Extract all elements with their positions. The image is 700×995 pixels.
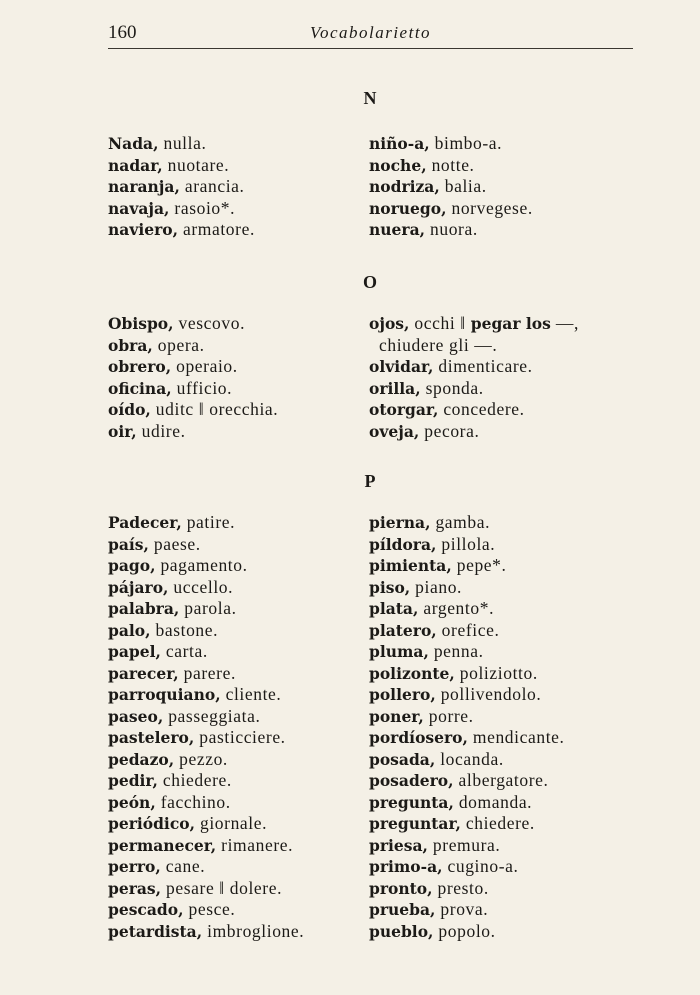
entry-comma: , bbox=[404, 577, 411, 597]
entry-translation: pezzo. bbox=[174, 748, 228, 769]
entry-comma: , bbox=[188, 728, 195, 747]
entry-headword: pollero bbox=[369, 685, 431, 704]
section-p-left-column bbox=[108, 512, 378, 942]
entry-comma: , bbox=[215, 685, 221, 704]
entry-comma: , bbox=[176, 513, 182, 532]
entry-translation: facchino. bbox=[155, 791, 231, 812]
entry-headword: parroquiano bbox=[108, 685, 216, 704]
dictionary-entry bbox=[108, 684, 378, 706]
dictionary-entry bbox=[108, 219, 378, 241]
entry-headword: polizonte bbox=[369, 663, 450, 683]
entry-headword: pastelero bbox=[108, 728, 189, 747]
dictionary-entry bbox=[108, 856, 378, 878]
entry-translation: nulla. bbox=[158, 133, 207, 153]
entry-comma: , bbox=[424, 134, 430, 153]
entry-headword: poner bbox=[369, 706, 419, 726]
dictionary-entry bbox=[369, 921, 669, 943]
entry-headword: periódico bbox=[108, 814, 190, 833]
dictionary-entry bbox=[369, 356, 669, 378]
dictionary-entry bbox=[369, 792, 669, 814]
entry-headword: pedazo bbox=[108, 749, 169, 769]
entry-translation: cane. bbox=[160, 856, 206, 876]
dictionary-entry bbox=[369, 421, 669, 443]
dictionary-entry bbox=[108, 133, 378, 155]
entry-headword: orilla bbox=[369, 378, 416, 398]
entry-headword: palo bbox=[108, 620, 146, 640]
dictionary-entry bbox=[369, 684, 669, 706]
entry-translation: pepe*. bbox=[451, 555, 507, 575]
entry-headword: pueblo bbox=[369, 921, 429, 941]
entry-comma: , bbox=[434, 177, 440, 196]
dictionary-entry bbox=[369, 620, 669, 642]
entry-headword: país bbox=[108, 534, 144, 554]
dictionary-entry bbox=[369, 512, 669, 534]
entry-translation: presto. bbox=[432, 877, 489, 898]
dictionary-entry bbox=[369, 598, 669, 620]
section-p-right-column bbox=[369, 512, 669, 942]
entry-comma: , bbox=[421, 155, 427, 175]
entry-headword: pago bbox=[108, 556, 151, 575]
entry-headword: nuera bbox=[369, 220, 420, 239]
entry-translation: cugino-a. bbox=[442, 856, 519, 876]
entry-headword: peón bbox=[108, 792, 151, 812]
entry-headword: noruego bbox=[369, 198, 442, 218]
dictionary-entry bbox=[369, 706, 669, 728]
entry-translation: imbroglione. bbox=[202, 920, 305, 941]
entry-headword: nodriza bbox=[369, 177, 435, 196]
dictionary-entry bbox=[369, 813, 669, 835]
entry-headword: pregunta bbox=[369, 792, 449, 812]
entry-translation: —, bbox=[550, 313, 579, 333]
dictionary-entry bbox=[369, 534, 669, 556]
entry-comma: , bbox=[152, 771, 158, 790]
dictionary-entry bbox=[108, 663, 378, 685]
entry-comma: , bbox=[428, 921, 434, 941]
entry-translation: balia. bbox=[439, 176, 487, 196]
entry-translation: bastone. bbox=[150, 619, 219, 640]
dictionary-entry bbox=[369, 749, 669, 771]
entry-translation: penna. bbox=[428, 641, 484, 661]
entry-headword: parecer bbox=[108, 663, 174, 683]
entry-headword: olvidar bbox=[369, 357, 429, 376]
entry-comma: , bbox=[166, 378, 172, 398]
dictionary-entry bbox=[369, 555, 669, 577]
entry-comma: , bbox=[448, 792, 454, 812]
dictionary-entry bbox=[369, 663, 669, 685]
entry-translation: pollivendolo. bbox=[435, 684, 542, 704]
dictionary-entry bbox=[369, 856, 669, 878]
entry-translation: piano. bbox=[410, 576, 463, 597]
dictionary-entry bbox=[369, 641, 669, 663]
entry-translation: poliziotto. bbox=[454, 662, 538, 683]
entry-translation: nuora. bbox=[425, 219, 478, 239]
dictionary-entry bbox=[369, 133, 669, 155]
entry-translation: pesce. bbox=[183, 899, 236, 919]
entry-comma: , bbox=[150, 556, 156, 575]
dictionary-entry bbox=[369, 577, 669, 599]
entry-comma: , bbox=[448, 771, 454, 790]
entry-translation: cliente. bbox=[220, 684, 282, 704]
entry-headword: palabra bbox=[108, 599, 174, 618]
page-header bbox=[108, 20, 633, 49]
entry-headword: obra bbox=[108, 335, 148, 355]
section-letter-o: O bbox=[362, 272, 378, 292]
entry-headword: preguntar bbox=[369, 814, 456, 833]
dictionary-entry bbox=[108, 313, 378, 335]
entry-headword: navaja bbox=[108, 198, 165, 218]
entry-comma: , bbox=[413, 421, 420, 441]
entry-headword: naviero bbox=[108, 220, 173, 239]
entry-headword: plata bbox=[369, 599, 413, 618]
dictionary-entry bbox=[369, 770, 669, 792]
page-number: 160 bbox=[108, 22, 137, 43]
entry-comma: , bbox=[422, 835, 428, 855]
entry-comma: , bbox=[150, 792, 156, 812]
entry-comma: , bbox=[415, 378, 421, 398]
dictionary-entry bbox=[108, 878, 378, 900]
entry-headword: Padecer bbox=[108, 513, 177, 532]
section-letter-n: N bbox=[363, 88, 378, 108]
entry-headword: permanecer bbox=[108, 835, 211, 855]
entry-headword: Nada bbox=[108, 134, 154, 153]
entry-comma: , bbox=[163, 577, 169, 597]
entry-comma: , bbox=[178, 900, 184, 919]
dictionary-entry bbox=[108, 534, 378, 556]
dictionary-entry bbox=[108, 598, 378, 620]
dictionary-entry bbox=[108, 356, 378, 378]
entry-comma: , bbox=[164, 198, 170, 218]
entry-comma: , bbox=[418, 706, 424, 726]
entry-comma: , bbox=[446, 556, 452, 575]
entry-translation: pesare ‖ dolere. bbox=[161, 877, 283, 898]
dictionary-entry bbox=[108, 620, 378, 642]
entry-headword: paseo bbox=[108, 706, 158, 726]
dictionary-entry bbox=[108, 835, 378, 857]
entry-translation: locanda. bbox=[435, 748, 504, 769]
entry-headword: otorgar bbox=[369, 400, 433, 419]
entry-comma: , bbox=[455, 814, 461, 833]
section-o-left-column bbox=[108, 313, 378, 442]
entry-comma: , bbox=[157, 706, 164, 726]
entry-headword: obrero bbox=[108, 357, 166, 376]
entry-translation: premura. bbox=[427, 834, 501, 855]
entry-translation: chiedere. bbox=[157, 770, 232, 790]
entry-headword: pronto bbox=[369, 878, 428, 898]
dictionary-entry bbox=[108, 399, 378, 421]
entry-translation: pillola. bbox=[436, 533, 496, 554]
entry-translation: passeggiata. bbox=[163, 705, 261, 726]
entry-translation: sponda. bbox=[420, 377, 484, 398]
entry-comma: , bbox=[147, 335, 153, 355]
dictionary-entry bbox=[369, 835, 669, 857]
entry-translation: notte. bbox=[426, 154, 475, 175]
entry-comma: , bbox=[172, 220, 178, 239]
entry-translation: parere. bbox=[178, 662, 236, 683]
entry-comma: , bbox=[155, 878, 162, 898]
entry-headword: píldora bbox=[369, 534, 431, 554]
section-n-left-column bbox=[108, 133, 378, 241]
dictionary-entry bbox=[369, 878, 669, 900]
dictionary-entry bbox=[108, 749, 378, 771]
entry-comma: , bbox=[441, 198, 447, 218]
entry-headword: platero bbox=[369, 620, 432, 640]
entry-translation: carta. bbox=[160, 641, 208, 661]
dictionary-entry bbox=[108, 706, 378, 728]
dictionary-entry bbox=[108, 378, 378, 400]
entry-translation: paese. bbox=[148, 533, 201, 554]
entry-headword: pordíosero bbox=[369, 728, 463, 747]
entry-translation: armatore. bbox=[177, 219, 255, 239]
entry-comma: , bbox=[168, 749, 175, 769]
entry-headword: pluma bbox=[369, 642, 424, 661]
entry-translation: pasticciere. bbox=[194, 727, 286, 747]
dictionary-entry bbox=[108, 641, 378, 663]
entry-headword: noche bbox=[369, 155, 422, 175]
entry-comma: , bbox=[427, 878, 433, 898]
section-n-right-column bbox=[369, 133, 669, 241]
entry-translation: parola. bbox=[179, 598, 237, 618]
entry-translation: concedere. bbox=[438, 399, 525, 419]
entry-headword: oveja bbox=[369, 421, 414, 441]
entry-comma: , bbox=[429, 749, 436, 769]
entry-headword: priesa bbox=[369, 835, 423, 855]
entry-comma: , bbox=[131, 421, 137, 441]
entry-comma: , bbox=[412, 599, 419, 618]
entry-comma: , bbox=[449, 663, 455, 683]
section-o-right-column bbox=[369, 313, 669, 442]
entry-translation: giornale. bbox=[195, 813, 268, 833]
entry-comma: , bbox=[428, 357, 434, 376]
dictionary-entry bbox=[108, 198, 378, 220]
entry-comma: , bbox=[462, 728, 468, 747]
dictionary-entry bbox=[369, 335, 669, 357]
entry-headword: perro bbox=[108, 857, 156, 876]
entry-headword: pescado bbox=[108, 900, 179, 919]
entry-translation: domanda. bbox=[453, 791, 533, 812]
entry-headword: peras bbox=[108, 878, 156, 898]
entry-headword: primo-a bbox=[369, 857, 438, 876]
entry-comma: , bbox=[404, 314, 410, 333]
entry-translation: udire. bbox=[136, 420, 186, 441]
entry-headword: pegar los bbox=[470, 314, 551, 333]
entry-comma: , bbox=[174, 177, 180, 196]
entry-headword: nadar bbox=[108, 155, 158, 175]
entry-comma: , bbox=[153, 134, 159, 153]
entry-continuation: chiudere gli —. bbox=[379, 334, 498, 355]
dictionary-entry bbox=[108, 577, 378, 599]
dictionary-entry bbox=[369, 219, 669, 241]
dictionary-entry bbox=[108, 335, 378, 357]
entry-headword: naranja bbox=[108, 177, 175, 196]
entry-comma: , bbox=[173, 663, 179, 683]
entry-headword: piso bbox=[369, 577, 405, 597]
entry-translation: dimenticare. bbox=[433, 356, 533, 376]
entry-translation: chiedere. bbox=[460, 813, 535, 833]
entry-comma: , bbox=[143, 534, 149, 554]
entry-comma: , bbox=[431, 534, 437, 554]
entry-translation: vescovo. bbox=[173, 313, 246, 333]
entry-translation: nuotare. bbox=[162, 154, 230, 175]
dictionary-entry bbox=[369, 899, 669, 921]
entry-translation: occhi ‖ bbox=[409, 313, 471, 333]
entry-comma: , bbox=[145, 620, 151, 640]
entry-comma: , bbox=[155, 857, 161, 876]
entry-translation: rasoio*. bbox=[169, 197, 236, 218]
entry-translation: mendicante. bbox=[467, 727, 565, 747]
entry-translation: albergatore. bbox=[453, 770, 549, 790]
dictionary-entry bbox=[108, 176, 378, 198]
entry-translation: prova. bbox=[435, 899, 489, 919]
entry-comma: , bbox=[432, 400, 439, 419]
entry-comma: , bbox=[157, 155, 163, 175]
dictionary-entry bbox=[369, 378, 669, 400]
entry-translation: norvegese. bbox=[446, 197, 533, 218]
entry-headword: oído bbox=[108, 400, 146, 419]
entry-translation: uccello. bbox=[168, 576, 234, 597]
running-head: Vocabolarietto bbox=[309, 23, 432, 42]
entry-translation: bimbo-a. bbox=[429, 133, 503, 153]
dictionary-entry bbox=[369, 155, 669, 177]
entry-translation: gamba. bbox=[430, 512, 491, 532]
entry-headword: oficina bbox=[108, 378, 167, 398]
dictionary-entry bbox=[369, 399, 669, 421]
entry-comma: , bbox=[165, 357, 172, 376]
dictionary-entry bbox=[369, 198, 669, 220]
entry-comma: , bbox=[430, 685, 436, 704]
entry-translation: opera. bbox=[152, 334, 205, 355]
entry-translation: pagamento. bbox=[155, 555, 248, 575]
dictionary-entry bbox=[108, 921, 378, 943]
entry-translation: ufficio. bbox=[171, 377, 233, 398]
entry-headword: pierna bbox=[369, 513, 426, 532]
dictionary-entry bbox=[108, 792, 378, 814]
entry-headword: pedir bbox=[108, 771, 153, 790]
entry-comma: , bbox=[189, 814, 196, 833]
entry-translation: operaio. bbox=[171, 356, 238, 376]
entry-headword: pájaro bbox=[108, 577, 164, 597]
entry-translation: popolo. bbox=[433, 920, 496, 941]
entry-headword: oir bbox=[108, 421, 132, 441]
entry-comma: , bbox=[196, 921, 203, 941]
entry-translation: porre. bbox=[423, 705, 474, 726]
entry-comma: , bbox=[431, 620, 437, 640]
dictionary-entry bbox=[108, 899, 378, 921]
entry-comma: , bbox=[155, 642, 161, 661]
entry-headword: Obispo bbox=[108, 314, 169, 333]
entry-comma: , bbox=[437, 857, 443, 876]
entry-comma: , bbox=[145, 400, 151, 419]
entry-translation: rimanere. bbox=[216, 834, 294, 855]
entry-comma: , bbox=[168, 314, 174, 333]
dictionary-entry bbox=[108, 770, 378, 792]
entry-comma: , bbox=[210, 835, 217, 855]
entry-headword: niño-a bbox=[369, 134, 425, 153]
entry-translation: arancia. bbox=[179, 176, 245, 196]
entry-comma: , bbox=[173, 599, 180, 618]
dictionary-entry bbox=[369, 727, 669, 749]
entry-comma: , bbox=[425, 513, 431, 532]
entry-headword: prueba bbox=[369, 900, 431, 919]
entry-headword: petardista bbox=[108, 921, 197, 941]
entry-headword: posada bbox=[369, 749, 430, 769]
dictionary-entry bbox=[108, 555, 378, 577]
dictionary-entry bbox=[369, 176, 669, 198]
entry-translation: pecora. bbox=[419, 420, 480, 441]
entry-headword: pimienta bbox=[369, 556, 447, 575]
entry-headword: posadero bbox=[369, 771, 449, 790]
dictionary-entry bbox=[108, 512, 378, 534]
entry-translation: uditc ‖ orecchia. bbox=[150, 399, 279, 419]
entry-comma: , bbox=[423, 642, 429, 661]
dictionary-entry bbox=[108, 813, 378, 835]
section-letter-p: P bbox=[364, 471, 377, 491]
entry-comma: , bbox=[430, 900, 436, 919]
entry-translation: argento*. bbox=[418, 598, 495, 618]
dictionary-entry bbox=[369, 313, 669, 335]
entry-comma: , bbox=[419, 220, 426, 239]
entry-translation: orefice. bbox=[436, 619, 500, 640]
dictionary-entry bbox=[108, 155, 378, 177]
dictionary-entry bbox=[108, 727, 378, 749]
entry-headword: ojos bbox=[369, 314, 405, 333]
entry-headword: papel bbox=[108, 642, 156, 661]
dictionary-entry bbox=[108, 421, 378, 443]
entry-translation: patire. bbox=[181, 512, 236, 532]
